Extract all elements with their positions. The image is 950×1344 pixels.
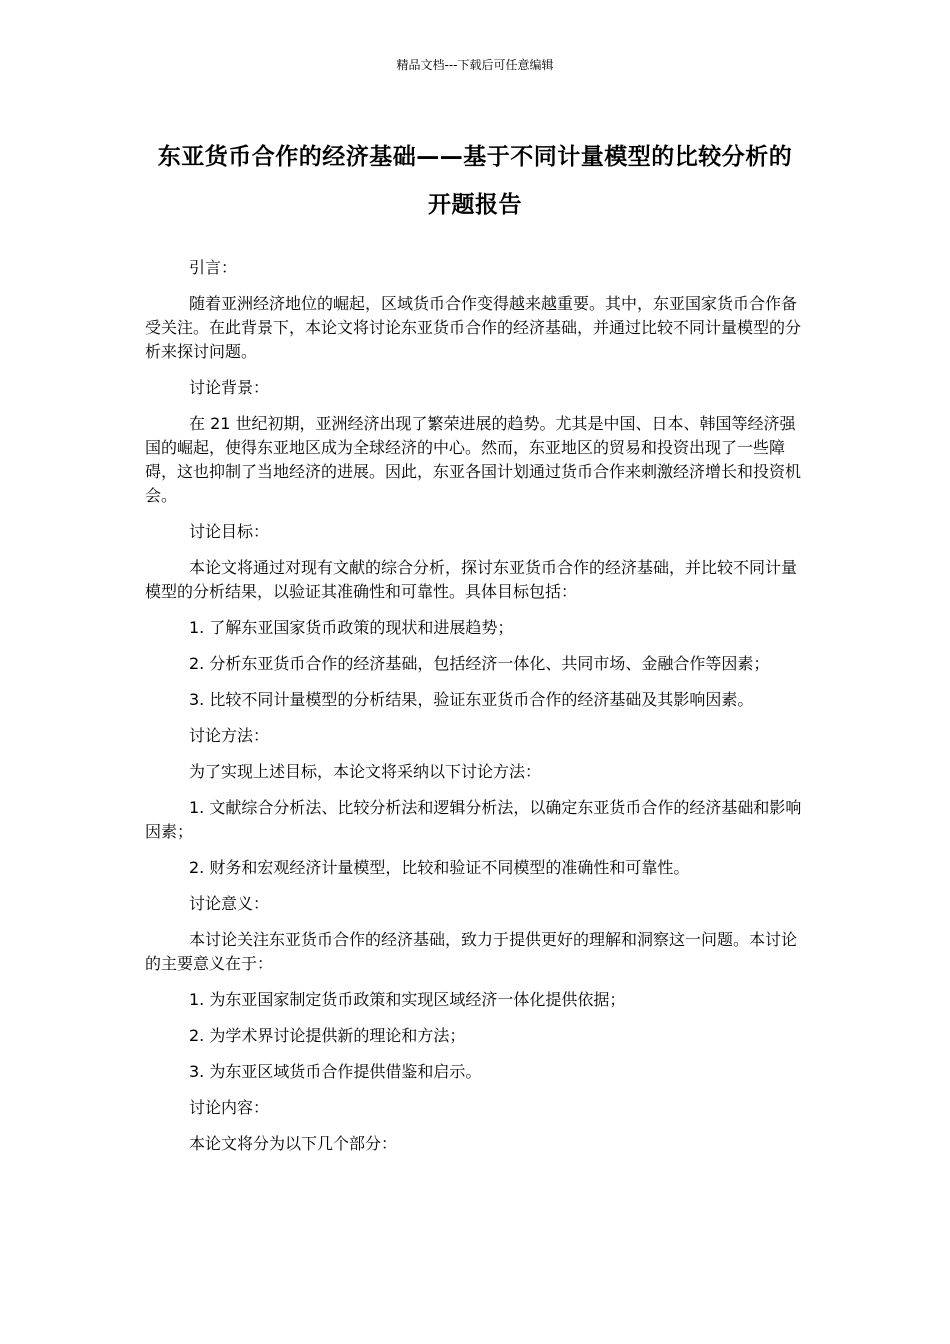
paragraph-background: 在 21 世纪初期，亚洲经济出现了繁荣进展的趋势。尤其是中国、日本、韩国等经济强国的崛起，使得东亚地区成为全球经济的中心。然而，东亚地区的贸易和投资出现了一些障碍，这也抑制了当地经济的进展。因此，东亚各国计划通过货币合作来刺激经济增长和投资机会。 bbox=[145, 414, 802, 505]
document-title: 东亚货币合作的经济基础——基于不同计量模型的比较分析的开题报告 bbox=[157, 144, 793, 218]
paragraph-methods: 为了实现上述目标，本论文将采纳以下讨论方法： bbox=[189, 762, 542, 781]
paragraph-content-heading: 讨论内容： bbox=[189, 1098, 270, 1117]
paragraph-significance: 本讨论关注东亚货币合作的经济基础，致力于提供更好的理解和洞察这一问题。本讨论的主要意义在于： bbox=[145, 930, 798, 973]
list-item-significance-3: 3. 为东亚区域货币合作提供借鉴和启示。 bbox=[189, 1062, 482, 1081]
list-item-method-1: 1. 文献综合分析法、比较分析法和逻辑分析法，以确定东亚货币合作的经济基础和影响因素； bbox=[145, 798, 802, 841]
document-body bbox=[145, 256, 805, 1168]
paragraph-background-heading: 讨论背景： bbox=[189, 378, 270, 397]
paragraph-goals: 本论文将通过对现有文献的综合分析，探讨东亚货币合作的经济基础，并比较不同计量模型的分析结果，以验证其准确性和可靠性。具体目标包括： bbox=[145, 558, 798, 601]
paragraph-significance-heading: 讨论意义： bbox=[189, 894, 270, 913]
list-item-method-2: 2. 财务和宏观经济计量模型，比较和验证不同模型的准确性和可靠性。 bbox=[189, 858, 690, 877]
list-item-goal-1: 1. 了解东亚国家货币政策的现状和进展趋势； bbox=[189, 618, 514, 637]
list-item-significance-1: 1. 为东亚国家制定货币政策和实现区域经济一体化提供依据； bbox=[189, 990, 626, 1009]
list-item-goal-2: 2. 分析东亚货币合作的经济基础，包括经济一体化、共同市场、金融合作等因素； bbox=[189, 654, 770, 673]
paragraph-intro: 随着亚洲经济地位的崛起，区域货币合作变得越来越重要。其中，东亚国家货币合作备受关注。在此背景下，本论文将讨论东亚货币合作的经济基础，并通过比较不同计量模型的分析来探讨问题。 bbox=[145, 294, 802, 361]
paragraph-methods-heading: 讨论方法： bbox=[189, 726, 270, 745]
paragraph-intro-heading: 引言： bbox=[189, 258, 238, 277]
paragraph-content: 本论文将分为以下几个部分： bbox=[189, 1134, 398, 1153]
list-item-goal-3: 3. 比较不同计量模型的分析结果，验证东亚货币合作的经济基础及其影响因素。 bbox=[189, 690, 754, 709]
page-header: 精品文档---下载后可任意编辑 bbox=[396, 58, 554, 72]
paragraph-goals-heading: 讨论目标： bbox=[189, 522, 270, 541]
list-item-significance-2: 2. 为学术界讨论提供新的理论和方法； bbox=[189, 1026, 466, 1045]
